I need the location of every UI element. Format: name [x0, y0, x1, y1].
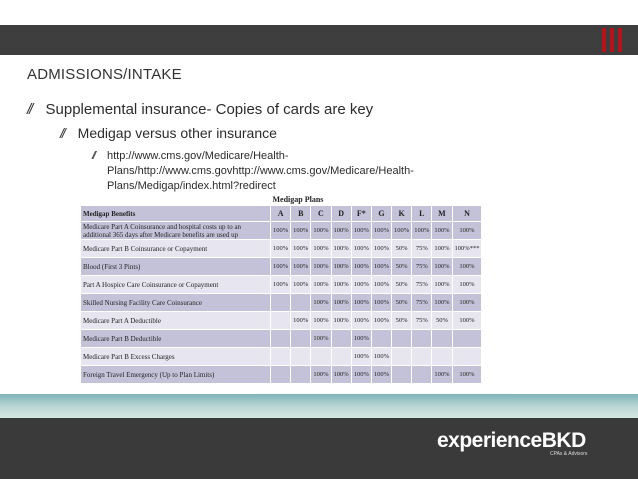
bullet-text: Supplemental insurance- Copies of cards are key	[45, 101, 374, 118]
coverage-cell	[291, 348, 311, 366]
table-spacer	[81, 194, 271, 206]
coverage-cell: 75%	[412, 294, 432, 312]
coverage-cell: 100%	[311, 294, 331, 312]
coverage-cell: 100%	[371, 366, 391, 384]
table-row	[81, 258, 482, 276]
coverage-cell: 100%	[432, 294, 452, 312]
coverage-cell: 100%	[311, 330, 331, 348]
coverage-cell: 100%	[331, 294, 351, 312]
medigap-table	[80, 194, 482, 384]
coverage-cell: 100%	[452, 366, 482, 384]
bullet-level-1	[27, 101, 373, 118]
coverage-cell	[412, 330, 432, 348]
benefit-cell: Blood (First 3 Pints)	[81, 258, 271, 276]
coverage-cell: 100%	[452, 222, 482, 240]
url-line: http://www.cms.gov/Medicare/Health-	[107, 150, 289, 162]
coverage-cell: 100%	[271, 276, 291, 294]
coverage-cell: 100%	[412, 222, 432, 240]
benefit-cell: Foreign Travel Emergency (Up to Plan Limits)	[81, 366, 271, 384]
coverage-cell: 100%	[392, 222, 412, 240]
coverage-cell: 100%	[371, 312, 391, 330]
coverage-cell: 100%	[351, 222, 371, 240]
plan-header: N	[452, 206, 482, 222]
coverage-cell: 50%	[392, 258, 412, 276]
benefit-column-header: Medigap Benefits	[81, 206, 271, 222]
plan-header: K	[392, 206, 412, 222]
coverage-cell: 100%	[351, 276, 371, 294]
coverage-cell	[271, 330, 291, 348]
coverage-cell: 100%	[371, 258, 391, 276]
benefit-cell: Medicare Part A Deductible	[81, 312, 271, 330]
coverage-cell	[271, 348, 291, 366]
coverage-cell: 100%	[432, 240, 452, 258]
coverage-cell	[371, 330, 391, 348]
coverage-cell: 100%	[311, 366, 331, 384]
table-row	[81, 330, 482, 348]
coverage-cell: 100%	[351, 366, 371, 384]
plan-header: G	[371, 206, 391, 222]
coverage-cell	[271, 366, 291, 384]
coverage-cell: 75%	[412, 276, 432, 294]
benefit-cell: Medicare Part B Deductible	[81, 330, 271, 348]
coverage-cell: 100%	[452, 258, 482, 276]
coverage-cell: 100%	[432, 222, 452, 240]
url-line: Plans/Medigap/index.html?redirect	[107, 180, 276, 192]
table-row	[81, 348, 482, 366]
bullet-marker: //	[92, 150, 95, 162]
coverage-cell: 100%	[331, 222, 351, 240]
coverage-cell: 100%	[351, 348, 371, 366]
table-row	[81, 240, 482, 258]
table-row	[81, 366, 482, 384]
table-row	[81, 294, 482, 312]
coverage-cell: 100%	[351, 330, 371, 348]
plan-header: A	[271, 206, 291, 222]
coverage-cell: 100%	[311, 240, 331, 258]
coverage-cell: 100%	[291, 312, 311, 330]
coverage-cell: 75%	[412, 240, 432, 258]
coverage-cell: 100%	[271, 258, 291, 276]
coverage-cell	[392, 366, 412, 384]
coverage-cell: 100%	[371, 294, 391, 312]
coverage-cell	[432, 348, 452, 366]
coverage-cell	[452, 348, 482, 366]
coverage-cell: 100%	[311, 222, 331, 240]
coverage-cell: 50%	[392, 312, 412, 330]
logo-tagline: CPAs & Advisors	[550, 451, 588, 457]
coverage-cell: 100%	[311, 312, 331, 330]
coverage-cell	[271, 294, 291, 312]
coverage-cell: 100%	[432, 366, 452, 384]
coverage-cell: 100%	[331, 258, 351, 276]
plan-header: C	[311, 206, 331, 222]
coverage-cell: 100%***	[452, 240, 482, 258]
coverage-cell: 100%	[291, 240, 311, 258]
plan-header: M	[432, 206, 452, 222]
coverage-cell	[271, 312, 291, 330]
coverage-cell: 100%	[271, 222, 291, 240]
coverage-cell: 100%	[291, 276, 311, 294]
benefit-cell: Part A Hospice Care Coinsurance or Copayment	[81, 276, 271, 294]
coverage-cell: 100%	[331, 312, 351, 330]
coverage-cell: 50%	[392, 276, 412, 294]
logo-text: experience	[437, 429, 542, 452]
coverage-cell: 100%	[311, 258, 331, 276]
coverage-cell: 100%	[291, 258, 311, 276]
coverage-cell	[291, 330, 311, 348]
bullet-marker: //	[27, 101, 32, 118]
plan-header: L	[412, 206, 432, 222]
coverage-cell: 100%	[452, 294, 482, 312]
coverage-cell: 100%	[291, 222, 311, 240]
coverage-cell: 100%	[371, 222, 391, 240]
coverage-cell	[291, 294, 311, 312]
table-group-header: Medigap Plans	[271, 194, 482, 206]
coverage-cell: 100%	[351, 312, 371, 330]
coverage-cell: 50%	[432, 312, 452, 330]
coverage-cell	[392, 330, 412, 348]
coverage-cell: 75%	[412, 312, 432, 330]
coverage-cell	[291, 366, 311, 384]
bullet-text: Medigap versus other insurance	[77, 125, 277, 141]
coverage-cell: 100%	[271, 240, 291, 258]
coverage-cell	[392, 348, 412, 366]
coverage-cell: 100%	[371, 240, 391, 258]
table-row	[81, 222, 482, 240]
coverage-cell: 50%	[392, 240, 412, 258]
title-bar	[0, 25, 638, 55]
coverage-cell	[412, 366, 432, 384]
coverage-cell: 100%	[452, 276, 482, 294]
coverage-cell: 100%	[331, 240, 351, 258]
coverage-cell: 100%	[452, 312, 482, 330]
bullet-level-3	[92, 149, 492, 194]
url-line: Plans/http://www.cms.govhttp://www.cms.gov/Medicare/Health-	[107, 165, 414, 177]
table-row	[81, 276, 482, 294]
coverage-cell: 100%	[311, 276, 331, 294]
coverage-cell	[311, 348, 331, 366]
coverage-cell: 100%	[331, 276, 351, 294]
coverage-cell: 100%	[351, 240, 371, 258]
table-row	[81, 312, 482, 330]
coverage-cell: 100%	[432, 258, 452, 276]
logo-brand: BKD	[541, 429, 586, 452]
benefit-cell: Skilled Nursing Facility Care Coinsurance	[81, 294, 271, 312]
coverage-cell: 100%	[371, 348, 391, 366]
coverage-cell	[331, 330, 351, 348]
bullet-marker: //	[60, 125, 64, 141]
plan-header: D	[331, 206, 351, 222]
coverage-cell	[331, 348, 351, 366]
bullet-level-2	[60, 125, 277, 141]
benefit-cell: Medicare Part A Coinsurance and hospital costs up to an additional 365 days after Medicare benefits are used up	[81, 222, 271, 240]
coverage-cell	[432, 330, 452, 348]
company-logo	[437, 429, 586, 453]
benefit-cell: Medicare Part B Coinsurance or Copayment	[81, 240, 271, 258]
coverage-cell: 100%	[351, 258, 371, 276]
ocean-banner	[0, 394, 638, 418]
plan-header: B	[291, 206, 311, 222]
slide-title: ADMISSIONS/INTAKE	[27, 66, 182, 83]
coverage-cell: 75%	[412, 258, 432, 276]
coverage-cell: 100%	[432, 276, 452, 294]
coverage-cell: 100%	[331, 366, 351, 384]
coverage-cell	[412, 348, 432, 366]
coverage-cell: 100%	[371, 276, 391, 294]
brand-bars-icon	[602, 28, 622, 52]
plan-header: F*	[351, 206, 371, 222]
benefit-cell: Medicare Part B Excess Charges	[81, 348, 271, 366]
coverage-cell: 50%	[392, 294, 412, 312]
coverage-cell: 100%	[351, 294, 371, 312]
coverage-cell	[452, 330, 482, 348]
